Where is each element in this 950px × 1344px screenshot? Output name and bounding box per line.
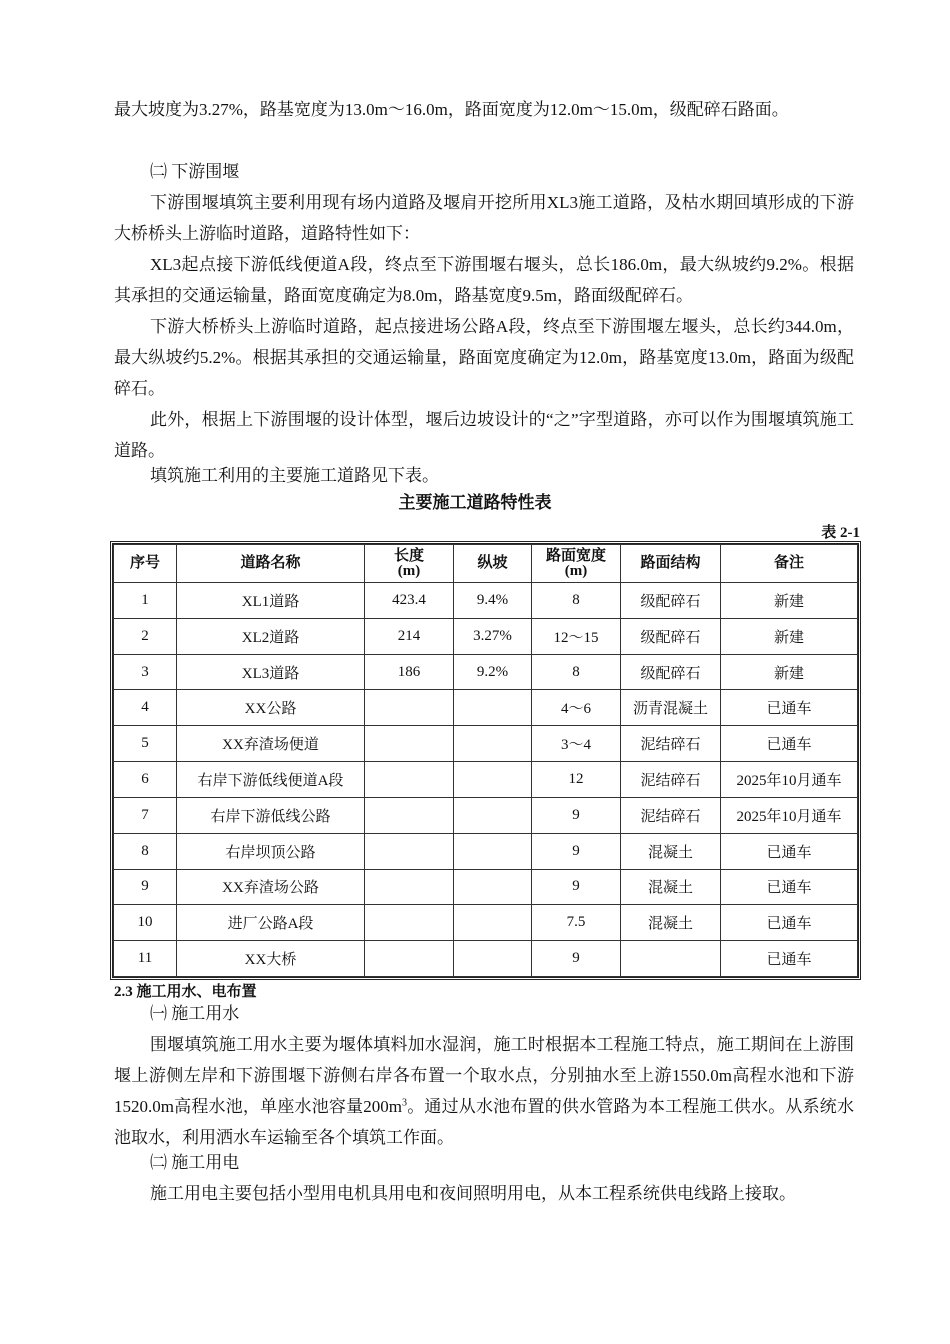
header-width: 路面宽度 (m)	[532, 545, 621, 583]
cell-width: 8	[532, 583, 621, 619]
paragraph-zigzag-road: 此外，根据上下游围堰的设计体型，堰后边坡设计的“之”字型道路，亦可以作为围堰填筑施工道路。	[114, 410, 854, 460]
cell-name: XX大桥	[177, 941, 365, 977]
cell-length	[365, 726, 454, 762]
cell-structure: 泥结碎石	[621, 762, 721, 798]
cell-slope	[454, 869, 532, 905]
cell-slope	[454, 905, 532, 941]
cell-seq: 2	[114, 618, 177, 654]
header-structure: 路面结构	[621, 545, 721, 583]
cell-slope	[454, 833, 532, 869]
cell-name: XX公路	[177, 690, 365, 726]
cell-length: 186	[365, 654, 454, 690]
cell-remark: 已通车	[721, 941, 858, 977]
cell-width: 9	[532, 797, 621, 833]
cell-structure: 级配碎石	[621, 654, 721, 690]
paragraph-table-intro: 填筑施工利用的主要施工道路见下表。	[150, 466, 439, 485]
paragraph-water: 围堰填筑施工用水主要为堰体填料加水湿润，施工时根据本工程施工特点，施工期间在上游围堰上游侧左岸和下游围堰下游侧右岸各布置一个取水点，分别抽水至上游1550.0m高程水池和下游1520.0m高程水池，单座水池容量$200m^3$。通过从水池布置的供水管路为本工程施工供水。从系统水池取水，利用洒水车运输至各个填筑工作面。	[114, 1035, 854, 1147]
paragraph-power: 施工用电主要包括小型用电机具用电和夜间照明用电，从本工程系统供电线路上接取。	[150, 1184, 796, 1203]
cell-name: XX弃渣场便道	[177, 726, 365, 762]
cell-seq: 8	[114, 833, 177, 869]
cell-name: 进厂公路A段	[177, 905, 365, 941]
cell-structure: 泥结碎石	[621, 797, 721, 833]
cell-structure: 级配碎石	[621, 583, 721, 619]
cell-width: 9	[532, 941, 621, 977]
table-row	[114, 654, 858, 690]
cell-seq: 10	[114, 905, 177, 941]
header-remark: 备注	[721, 545, 858, 583]
cell-structure: 混凝土	[621, 869, 721, 905]
table-row	[114, 583, 858, 619]
cell-seq: 4	[114, 690, 177, 726]
cell-name: XX弃渣场公路	[177, 869, 365, 905]
paragraph-slope: 最大坡度为3.27%，路基宽度为13.0m～16.0m，路面宽度为12.0m～15.0m，级配碎石路面。	[114, 100, 789, 119]
cell-slope: 3.27%	[454, 618, 532, 654]
header-length: 长度 (m)	[365, 545, 454, 583]
cell-length	[365, 797, 454, 833]
roads-table	[110, 541, 861, 980]
cell-length	[365, 762, 454, 798]
cell-name: 右岸下游低线公路	[177, 797, 365, 833]
section-heading: 2.3 施工用水、电布置	[114, 984, 257, 1000]
cell-name: 右岸坝顶公路	[177, 833, 365, 869]
cell-slope	[454, 797, 532, 833]
cell-seq: 11	[114, 941, 177, 977]
table-row	[114, 941, 858, 977]
cell-slope	[454, 762, 532, 798]
table-number: 表 2-1	[821, 525, 860, 541]
table-row	[114, 726, 858, 762]
cell-seq: 1	[114, 583, 177, 619]
cell-name: 右岸下游低线便道A段	[177, 762, 365, 798]
cell-structure: 沥青混凝土	[621, 690, 721, 726]
cell-remark: 已通车	[721, 905, 858, 941]
cell-seq: 7	[114, 797, 177, 833]
cell-name: XL3道路	[177, 654, 365, 690]
cell-width: 4～6	[532, 690, 621, 726]
table-row	[114, 833, 858, 869]
cell-slope	[454, 726, 532, 762]
header-slope: 纵坡	[454, 545, 532, 583]
cell-slope	[454, 941, 532, 977]
cell-name: XL1道路	[177, 583, 365, 619]
cell-structure: 混凝土	[621, 833, 721, 869]
cell-width: 12	[532, 762, 621, 798]
cell-length	[365, 941, 454, 977]
cell-seq: 5	[114, 726, 177, 762]
table-row	[114, 690, 858, 726]
cell-width: 7.5	[532, 905, 621, 941]
cell-seq: 3	[114, 654, 177, 690]
table-header-row	[114, 545, 858, 583]
header-seq: 序号	[114, 545, 177, 583]
cell-length	[365, 869, 454, 905]
cell-width: 8	[532, 654, 621, 690]
cell-remark: 已通车	[721, 833, 858, 869]
table-title: 主要施工道路特性表	[398, 493, 552, 512]
heading-downstream-cofferdam: ㈡ 下游围堰	[150, 162, 240, 181]
cell-length	[365, 690, 454, 726]
cell-width: 9	[532, 869, 621, 905]
paragraph-downstream-roads: 下游围堰填筑主要利用现有场内道路及堰肩开挖所用XL3施工道路，及枯水期回填形成的下游大桥桥头上游临时道路，道路特性如下：	[114, 193, 854, 243]
cell-remark: 已通车	[721, 869, 858, 905]
cell-structure: 混凝土	[621, 905, 721, 941]
cell-name: XL2道路	[177, 618, 365, 654]
cell-remark: 新建	[721, 583, 858, 619]
cell-seq: 9	[114, 869, 177, 905]
cell-width: 12～15	[532, 618, 621, 654]
paragraph-xl3: XL3起点接下游低线便道A段，终点至下游围堰右堰头，总长186.0m，最大纵坡约9.2%。根据其承担的交通运输量，路面宽度确定为8.0m，路基宽度9.5m，路面级配碎石。	[114, 255, 854, 305]
cell-seq: 6	[114, 762, 177, 798]
table-row	[114, 618, 858, 654]
table-row	[114, 869, 858, 905]
cell-slope: 9.2%	[454, 654, 532, 690]
cell-remark: 2025年10月通车	[721, 762, 858, 798]
cell-structure: 泥结碎石	[621, 726, 721, 762]
cell-length	[365, 833, 454, 869]
cell-structure	[621, 941, 721, 977]
cell-slope	[454, 690, 532, 726]
heading-water: ㈠ 施工用水	[150, 1004, 240, 1023]
cell-width: 9	[532, 833, 621, 869]
cell-remark: 新建	[721, 654, 858, 690]
cell-slope: 9.4%	[454, 583, 532, 619]
table-row	[114, 905, 858, 941]
paragraph-bridge-road: 下游大桥桥头上游临时道路，起点接进场公路A段，终点至下游围堰左堰头，总长约344.0m，最大纵坡约5.2%。根据其承担的交通运输量，路面宽度确定为12.0m，路基宽度13.0m，路面为级配碎石。	[114, 317, 854, 398]
cell-length: 214	[365, 618, 454, 654]
table-row	[114, 797, 858, 833]
cell-structure: 级配碎石	[621, 618, 721, 654]
cell-remark: 新建	[721, 618, 858, 654]
header-name: 道路名称	[177, 545, 365, 583]
cell-remark: 已通车	[721, 726, 858, 762]
cell-remark: 已通车	[721, 690, 858, 726]
cell-length: 423.4	[365, 583, 454, 619]
cell-remark: 2025年10月通车	[721, 797, 858, 833]
heading-power: ㈡ 施工用电	[150, 1153, 240, 1172]
cell-length	[365, 905, 454, 941]
table-row	[114, 762, 858, 798]
cell-width: 3～4	[532, 726, 621, 762]
